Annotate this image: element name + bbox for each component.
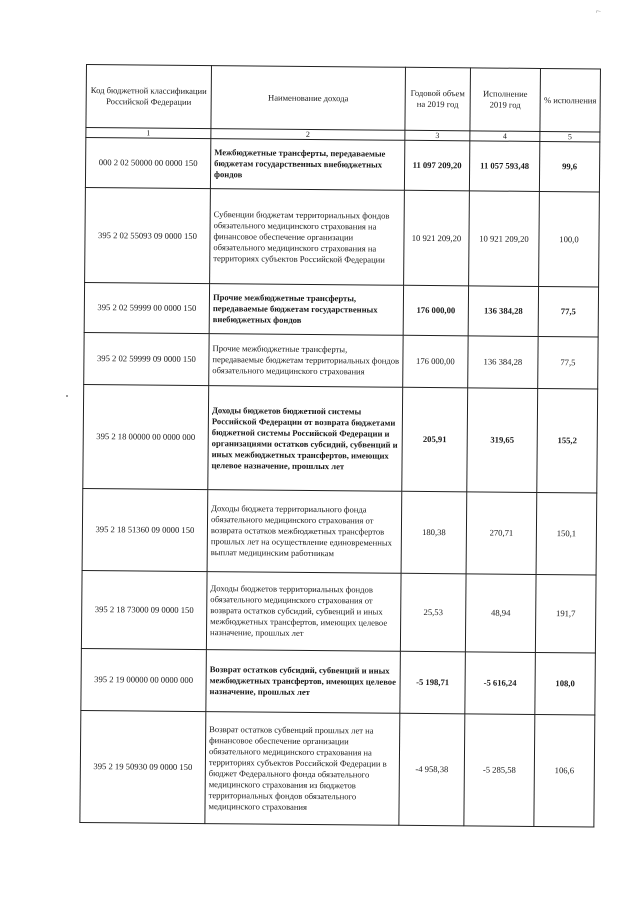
execution-percent: 155,2 [537, 388, 598, 493]
annual-plan: 180,38 [401, 491, 467, 574]
revenue-name: Межбюджетные трансферты, передаваемые бюджетам государственных внебюджетных фондов [210, 139, 404, 191]
execution-percent: 100,0 [539, 191, 600, 287]
revenue-name: Прочие межбюджетные трансферты, передаваемые бюджетам государственных внебюджетных фондов [209, 284, 403, 336]
actual-execution: 319,65 [467, 388, 538, 493]
corner-scan-mark: ⌐ [595, 5, 602, 17]
revenue-name: Доходы бюджета территориального фонда обязательного медицинского страхования от возврата остатков межбюджетных трансфертов прошлых лет на осуществление единовременных выплат медицинским работникам [207, 490, 402, 574]
actual-execution: 136 384,28 [468, 286, 538, 337]
budget-code: 395 2 02 55093 09 0000 150 [85, 187, 211, 283]
column-number: 5 [540, 131, 600, 142]
actual-execution: -5 616,24 [465, 652, 536, 715]
header-code: Код бюджетной классификации Российской Федерации [86, 65, 212, 129]
revenue-name: Субвенции бюджетам территориальных фондов обязательного медицинского страхования на финансовое обеспечение организации обязательного медицинского страхования на территориях субъектов Российской Федерации [210, 189, 405, 286]
header-plan: Годовой объем на 2019 год [405, 67, 471, 131]
execution-percent: 108,0 [535, 652, 596, 715]
budget-code: 395 2 19 00000 00 0000 000 [81, 648, 207, 711]
actual-execution: 48,94 [465, 574, 536, 653]
table-row [83, 384, 598, 492]
revenue-name: Доходы бюджетов бюджетной системы Российской Федерации от возврата бюджетами бюджетной системы Российской Федерации и организациями остатков субсидий, субвенций и иных межбюджетных трансфертов, имеющих целевое назначение, прошлых лет [208, 386, 403, 492]
execution-percent: 99,6 [539, 141, 599, 192]
actual-execution: 270,71 [466, 492, 537, 575]
scan-speck [66, 395, 68, 397]
execution-percent: 77,5 [538, 286, 598, 337]
budget-code: 395 2 02 59999 00 0000 150 [84, 282, 209, 333]
table-row [81, 570, 596, 652]
annual-plan: 176 000,00 [403, 285, 468, 336]
budget-revenue-table [79, 64, 601, 827]
actual-execution: -5 285,58 [464, 714, 535, 827]
column-number: 3 [405, 130, 470, 141]
table-row [85, 187, 600, 286]
actual-execution: 136 384,28 [468, 336, 538, 389]
table-row [84, 282, 598, 336]
budget-code: 395 2 18 73000 09 0000 150 [81, 570, 207, 649]
actual-execution: 11 057 593,48 [469, 141, 539, 192]
table-row [81, 648, 596, 714]
execution-percent: 106,6 [534, 714, 595, 827]
annual-plan: 11 097 209,20 [404, 140, 469, 191]
annual-plan: -5 198,71 [400, 651, 466, 714]
table-row [82, 488, 597, 574]
annual-plan: 25,53 [400, 573, 466, 652]
revenue-name: Доходы бюджетов территориальных фондов обязательного медицинского страхования от возврата остатков субсидий, субвенций и иных межбюджетных трансфертов, имеющих целевое назначение, прошлых лет [206, 572, 401, 652]
execution-percent: 77,5 [538, 336, 598, 389]
revenue-name: Возврат остатков субвенций прошлых лет на финансовое обеспечение организации обязательного медицинского страхования на территориях субъектов Российской Федерации в бюджет Федерального фонда обязательного медицинского страхования из бюджетов территориальных фондов обязательного медицинского страхования [205, 712, 400, 826]
annual-plan: 205,91 [402, 387, 468, 492]
execution-percent: 150,1 [536, 492, 597, 575]
header-percent: % исполнения [540, 68, 601, 132]
column-number: 1 [86, 128, 211, 139]
table-row [84, 332, 598, 388]
budget-code: 395 2 19 50930 09 0000 150 [80, 710, 206, 823]
table-header-row [86, 65, 601, 132]
budget-code: 395 2 18 00000 00 0000 000 [83, 384, 209, 489]
column-number: 4 [470, 131, 540, 142]
budget-code: 395 2 02 59999 09 0000 150 [84, 332, 209, 385]
annual-plan: -4 958,38 [399, 713, 465, 826]
execution-percent: 191,7 [535, 574, 596, 653]
annual-plan: 10 921 209,20 [404, 190, 470, 286]
revenue-name: Прочие межбюджетные трансферты, передаваемые бюджетам территориальных фондов обязательного медицинского страхования [209, 334, 403, 388]
table-row [85, 138, 599, 192]
column-number: 2 [211, 129, 405, 141]
header-actual: Исполнение 2019 год [470, 68, 541, 132]
header-name: Наименование дохода [211, 66, 406, 131]
actual-execution: 10 921 209,20 [469, 191, 540, 287]
budget-code: 000 2 02 50000 00 0000 150 [85, 138, 210, 189]
budget-code: 395 2 18 51360 09 0000 150 [82, 488, 208, 571]
revenue-name: Возврат остатков субсидий, субвенций и иных межбюджетных трансфертов, имеющих целевое назначение, прошлых лет [206, 650, 401, 714]
annual-plan: 176 000,00 [403, 335, 468, 388]
table-row [80, 710, 595, 826]
